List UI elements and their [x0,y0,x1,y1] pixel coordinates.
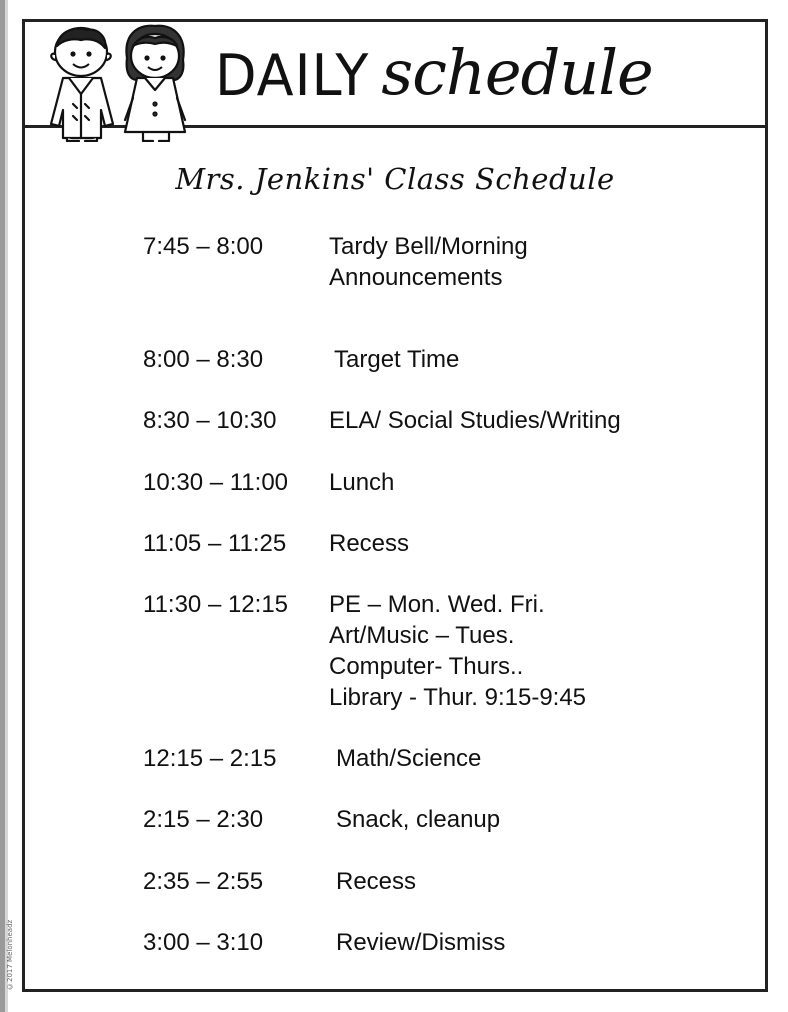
activity-line: Recess [329,530,410,557]
time-slot: 2:35 – 2:55 [143,868,264,895]
class-title: Mrs. Jenkins' Class Schedule [175,162,615,196]
activity-line: ELA/ Social Studies/Writing [329,407,621,434]
time-slot: 2:15 – 2:30 [143,806,264,833]
schedule-card [22,19,768,992]
activity [329,231,528,293]
activity-line: Library - Thur. 9:15-9:45 [329,684,587,711]
activity-line: Computer- Thurs.. [329,653,524,680]
activity-line: Recess [336,868,417,895]
time-slot: 8:00 – 8:30 [143,346,264,373]
time-slot: 7:45 – 8:00 [143,233,264,260]
activity-line: Lunch [329,469,395,496]
header-banner [25,22,765,128]
activity [336,927,505,958]
banner-title [215,36,653,116]
activity-line: Review/Dismiss [336,929,506,956]
activity [336,743,481,774]
activity [329,589,586,713]
activity [336,866,416,897]
activity-line: Target Time [334,346,460,373]
time-slot: 11:05 – 11:25 [143,530,287,557]
activity-line: Tardy Bell/Morning [329,233,528,260]
activity-line: Announcements [329,264,503,291]
time-slot: 10:30 – 11:00 [143,469,289,496]
time-slot: 12:15 – 2:15 [143,745,277,772]
time-slot: 8:30 – 10:30 [143,407,277,434]
activity [334,344,459,375]
copyright-note: ©2017 Melonheadz [6,919,14,990]
activity-line: Snack, cleanup [336,806,501,833]
page-left-shadow [5,0,8,1012]
activity [336,804,500,835]
activity-line: PE – Mon. Wed. Fri. [329,591,545,618]
activity [329,528,409,559]
activity-line: Math/Science [336,745,482,772]
banner-daily: DAILY [215,42,370,109]
banner-schedule: schedule [381,36,653,109]
activity [329,405,621,436]
activity [329,467,394,498]
time-slot: 3:00 – 3:10 [143,929,264,956]
time-slot: 11:30 – 12:15 [143,591,289,618]
activity-line: Art/Music – Tues. [329,622,515,649]
kids-clipart-icon [33,24,203,142]
